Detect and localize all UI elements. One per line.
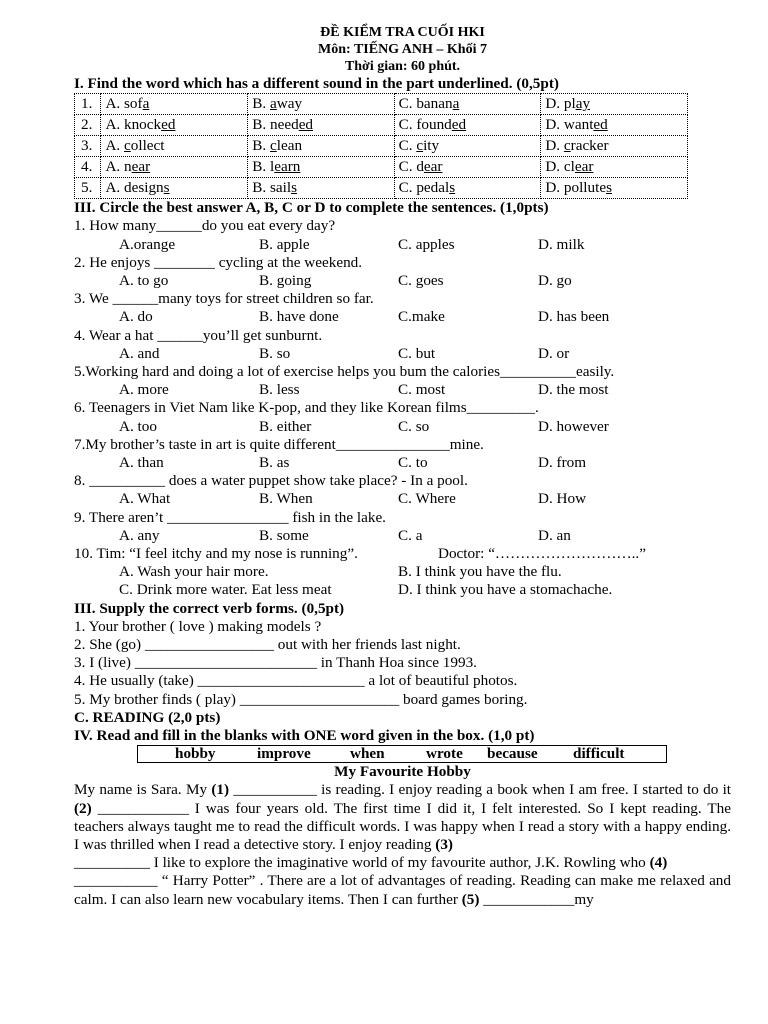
underlined-part: ay — [575, 95, 591, 113]
option-b[interactable]: B. some — [259, 526, 309, 544]
word-part: A. n — [105, 158, 132, 176]
option-d[interactable]: D. milk — [538, 235, 585, 253]
word-part: C. pedal — [398, 179, 450, 197]
word-option-a[interactable] — [101, 178, 248, 199]
question-1: 1. How many______do you eat every day? — [74, 217, 336, 235]
word-option-b[interactable] — [248, 94, 394, 115]
option-b[interactable]: B. apple — [259, 235, 310, 253]
underlined-part: ed — [593, 116, 608, 134]
verb-item: 5. My brother finds ( play) _____________________ board games boring. — [74, 690, 528, 708]
word-option-b[interactable] — [248, 115, 394, 136]
word-part: D. pl — [545, 95, 576, 113]
word-option-a[interactable] — [101, 94, 248, 115]
option-d[interactable]: D. the most — [538, 381, 609, 399]
underlined-part: earn — [274, 158, 301, 176]
question-6-options — [74, 418, 731, 436]
word-option-d[interactable] — [541, 94, 688, 115]
row-number: 1. — [75, 94, 101, 115]
multiple-choice-list — [74, 217, 731, 545]
row-number: 4. — [75, 157, 101, 178]
question-9: 9. There aren’t ________________ fish in the lake. — [74, 508, 386, 526]
row-number: 5. — [75, 178, 101, 199]
word-option-c[interactable] — [394, 94, 541, 115]
option-d[interactable]: D. How — [538, 490, 587, 508]
underlined-part: ear — [423, 158, 443, 176]
option-c[interactable]: C. a — [398, 526, 423, 544]
word-part: way — [276, 95, 303, 113]
passage-text: ____________ I was four years old. The first time I did it, I felt interested. So I kept reading. The teachers always taught me to read the difficult words. I was happy when I read a story with a happy ending. I was thrilled when I read a detective story. I enjoy reading — [74, 799, 731, 853]
reading-section: C. READING (2,0 pts) — [74, 708, 221, 726]
question-10-options-row2 — [74, 581, 731, 599]
word-option-d[interactable] — [541, 136, 688, 157]
underlined-part: s — [291, 179, 298, 197]
exam-title: ĐỀ KIỂM TRA CUỐI HKI — [320, 25, 485, 40]
word-part: ollect — [130, 137, 165, 155]
option-d[interactable]: D. I think you have a stomachache. — [398, 581, 613, 599]
option-d[interactable]: D. an — [538, 526, 571, 544]
option-d[interactable]: D. go — [538, 272, 572, 289]
word-option-c[interactable] — [394, 178, 541, 199]
exam-page — [74, 24, 731, 909]
row-number: 3. — [75, 136, 101, 157]
option-c[interactable]: C. apples — [398, 235, 455, 253]
question-8: 8. __________ does a water puppet show take place? - In a pool. — [74, 472, 468, 490]
word-part: B. l — [252, 158, 275, 176]
passage-text: My name is Sara. My — [74, 781, 212, 799]
word-option-d[interactable] — [541, 178, 688, 199]
box-word: wrote — [426, 745, 463, 763]
word-part: B. — [252, 137, 271, 155]
question-10 — [74, 545, 731, 563]
option-c[interactable]: C. but — [398, 344, 436, 362]
option-c[interactable]: C. Drink more water. Eat less meat — [119, 581, 332, 599]
word-option-d[interactable] — [541, 115, 688, 136]
option-c[interactable]: C. goes — [398, 272, 444, 289]
blank-number: (4) — [649, 854, 668, 872]
part3-heading: III. Circle the best answer A, B, C or D to complete the sentences. (1,0pts) — [74, 199, 549, 217]
option-c[interactable]: C.make — [398, 308, 445, 326]
part1-heading: I. Find the word which has a different sound in the part underlined. (0,5pt) — [74, 75, 559, 92]
option-a[interactable]: A. any — [119, 526, 160, 544]
blank-number: (5) — [461, 890, 480, 908]
blank-number: (3) — [435, 835, 453, 853]
word-part: B. need — [252, 116, 299, 134]
box-word: because — [487, 745, 538, 763]
option-c[interactable]: C. most — [398, 381, 446, 399]
word-part: A. sof — [105, 95, 143, 113]
word-option-a[interactable] — [101, 115, 248, 136]
option-b[interactable]: B. so — [259, 344, 291, 362]
exam-subject: Môn: TIẾNG ANH – Khối 7 — [318, 42, 487, 57]
option-c[interactable]: C. to — [398, 453, 428, 471]
question-9-options — [74, 527, 731, 545]
option-b[interactable]: B. I think you have the flu. — [398, 563, 562, 581]
word-option-c[interactable] — [394, 157, 541, 178]
option-a[interactable]: A. Wash your hair more. — [119, 563, 269, 581]
sound-row — [75, 136, 688, 157]
verb-item: 3. I (live) ________________________ in Thanh Hoa since 1993. — [74, 654, 477, 672]
word-part: ity — [423, 137, 440, 155]
blank-number: (1) — [211, 781, 230, 799]
word-part: C. banan — [398, 95, 453, 113]
word-option-a[interactable] — [101, 136, 248, 157]
option-c[interactable]: C. Where — [398, 490, 456, 508]
question-5: 5.Working hard and doing a lot of exercise helps you bum the calories__________easily. — [74, 362, 615, 380]
word-option-c[interactable] — [394, 115, 541, 136]
reading-heading: IV. Read and fill in the blanks with ONE word given in the box. (1,0 pt) — [74, 726, 535, 744]
option-a[interactable]: A.orange — [119, 235, 176, 253]
word-part: lean — [276, 137, 303, 155]
option-d[interactable]: D. has been — [538, 308, 610, 326]
underlined-part: ed — [161, 116, 176, 134]
question-10-doctor: Doctor: “………………………..” — [438, 544, 646, 562]
option-a[interactable]: A. too — [119, 417, 157, 435]
word-part: racker — [570, 137, 609, 155]
word-part: D. — [545, 137, 564, 155]
underlined-part: a — [142, 95, 150, 113]
passage-text: ____________my — [479, 890, 594, 908]
underlined-part: c — [124, 137, 131, 155]
reading-title: My Favourite Hobby — [334, 763, 471, 781]
row-number: 2. — [75, 115, 101, 136]
underlined-part: ed — [298, 116, 314, 134]
underlined-part: s — [449, 179, 456, 197]
passage-text: __________ I like to explore the imaginative world of my favourite author, J.K. Rowling who — [74, 854, 650, 872]
sound-row — [75, 178, 688, 199]
question-3: 3. We ______many toys for street children so far. — [74, 290, 374, 308]
option-d[interactable]: D. or — [538, 344, 570, 362]
underlined-part: s — [163, 179, 170, 197]
question-5-options — [74, 381, 731, 399]
box-word: improve — [257, 745, 311, 763]
word-part: A. — [105, 137, 124, 155]
passage-text: ___________ “ Harry Potter” . There are a lot of advantages of reading. Reading can make me relaxed and calm. I can also learn new vocabulary items. Then I can further — [74, 872, 731, 908]
option-b[interactable]: B. going — [259, 272, 312, 289]
word-option-c[interactable] — [394, 136, 541, 157]
underlined-part: c — [270, 137, 277, 155]
verb-item: 2. She (go) _________________ out with her friends last night. — [74, 635, 461, 653]
question-10-text: 10. Tim: “I feel itchy and my nose is running”. — [74, 544, 358, 562]
option-b[interactable]: B. either — [259, 417, 312, 435]
underlined-part: s — [606, 179, 612, 197]
word-part: A. knock — [105, 116, 162, 134]
word-part: C. d — [398, 158, 424, 176]
option-a[interactable]: A. to go — [119, 272, 169, 289]
question-2: 2. He enjoys ________ cycling at the weekend. — [74, 253, 363, 271]
sound-row — [75, 157, 688, 178]
underlined-part: c — [563, 137, 571, 155]
option-d[interactable]: D. from — [538, 453, 587, 471]
question-2-options — [74, 272, 731, 290]
question-7: 7.My brother’s taste in art is quite different_______________mine. — [74, 435, 484, 453]
word-option-b[interactable] — [248, 157, 394, 178]
word-box — [137, 745, 667, 763]
word-option-d[interactable] — [541, 157, 688, 178]
option-b[interactable]: B. less — [259, 381, 300, 399]
question-3-options — [74, 308, 731, 326]
blank-number: (2) — [74, 799, 92, 817]
word-part: B. sail — [252, 179, 292, 197]
underlined-part: ed — [451, 116, 467, 134]
sound-table — [74, 93, 688, 199]
underlined-part: ear — [131, 158, 151, 176]
option-a[interactable]: A. do — [119, 308, 153, 326]
sound-row — [75, 94, 688, 115]
question-8-options — [74, 490, 731, 508]
verb-item: 4. He usually (take) ______________________ a lot of beautiful photos. — [74, 672, 518, 690]
underlined-part: a — [270, 95, 277, 113]
word-option-a[interactable] — [101, 157, 248, 178]
word-option-b[interactable] — [248, 178, 394, 199]
option-a[interactable]: A. and — [119, 344, 160, 362]
question-4: 4. Wear a hat ______you’ll get sunburnt. — [74, 326, 323, 344]
underlined-part: ear — [574, 158, 594, 176]
sound-row — [75, 115, 688, 136]
word-part: D. pollute — [545, 179, 607, 197]
box-word: when — [350, 745, 385, 763]
passage-text: ___________ is reading. I enjoy reading a book when I am free. I started to do it — [229, 781, 732, 799]
verb-item: 1. Your brother ( love ) making models ? — [74, 617, 322, 635]
exam-time: Thời gian: 60 phút. — [344, 59, 461, 74]
verbs-heading: III. Supply the correct verb forms. (0,5pt) — [74, 599, 345, 617]
underlined-part: a — [452, 95, 460, 113]
word-part: A. design — [105, 179, 164, 197]
box-word: difficult — [573, 745, 625, 763]
box-word: hobby — [175, 745, 216, 763]
question-10-options-row1 — [74, 563, 731, 581]
question-1-options — [74, 236, 731, 254]
underlined-part: c — [416, 137, 424, 155]
question-7-options — [74, 454, 731, 472]
option-d[interactable]: D. however — [538, 417, 609, 435]
question-4-options — [74, 345, 731, 363]
option-b[interactable]: B. have done — [259, 308, 339, 326]
word-part: C. found — [398, 116, 452, 134]
option-a[interactable]: A. more — [119, 381, 169, 399]
option-b[interactable]: B. When — [259, 490, 313, 508]
option-a[interactable]: A. What — [119, 490, 171, 508]
word-part: D. cl — [545, 158, 575, 176]
question-6: 6. Teenagers in Viet Nam like K-pop, and they like Korean films_________. — [74, 399, 539, 417]
option-b[interactable]: B. as — [259, 453, 290, 471]
word-part: B. — [252, 95, 271, 113]
reading-passage — [74, 781, 731, 908]
word-part: D. want — [545, 116, 594, 134]
option-c[interactable]: C. so — [398, 417, 430, 435]
option-a[interactable]: A. than — [119, 453, 164, 471]
word-option-b[interactable] — [248, 136, 394, 157]
word-part: C. — [398, 137, 417, 155]
